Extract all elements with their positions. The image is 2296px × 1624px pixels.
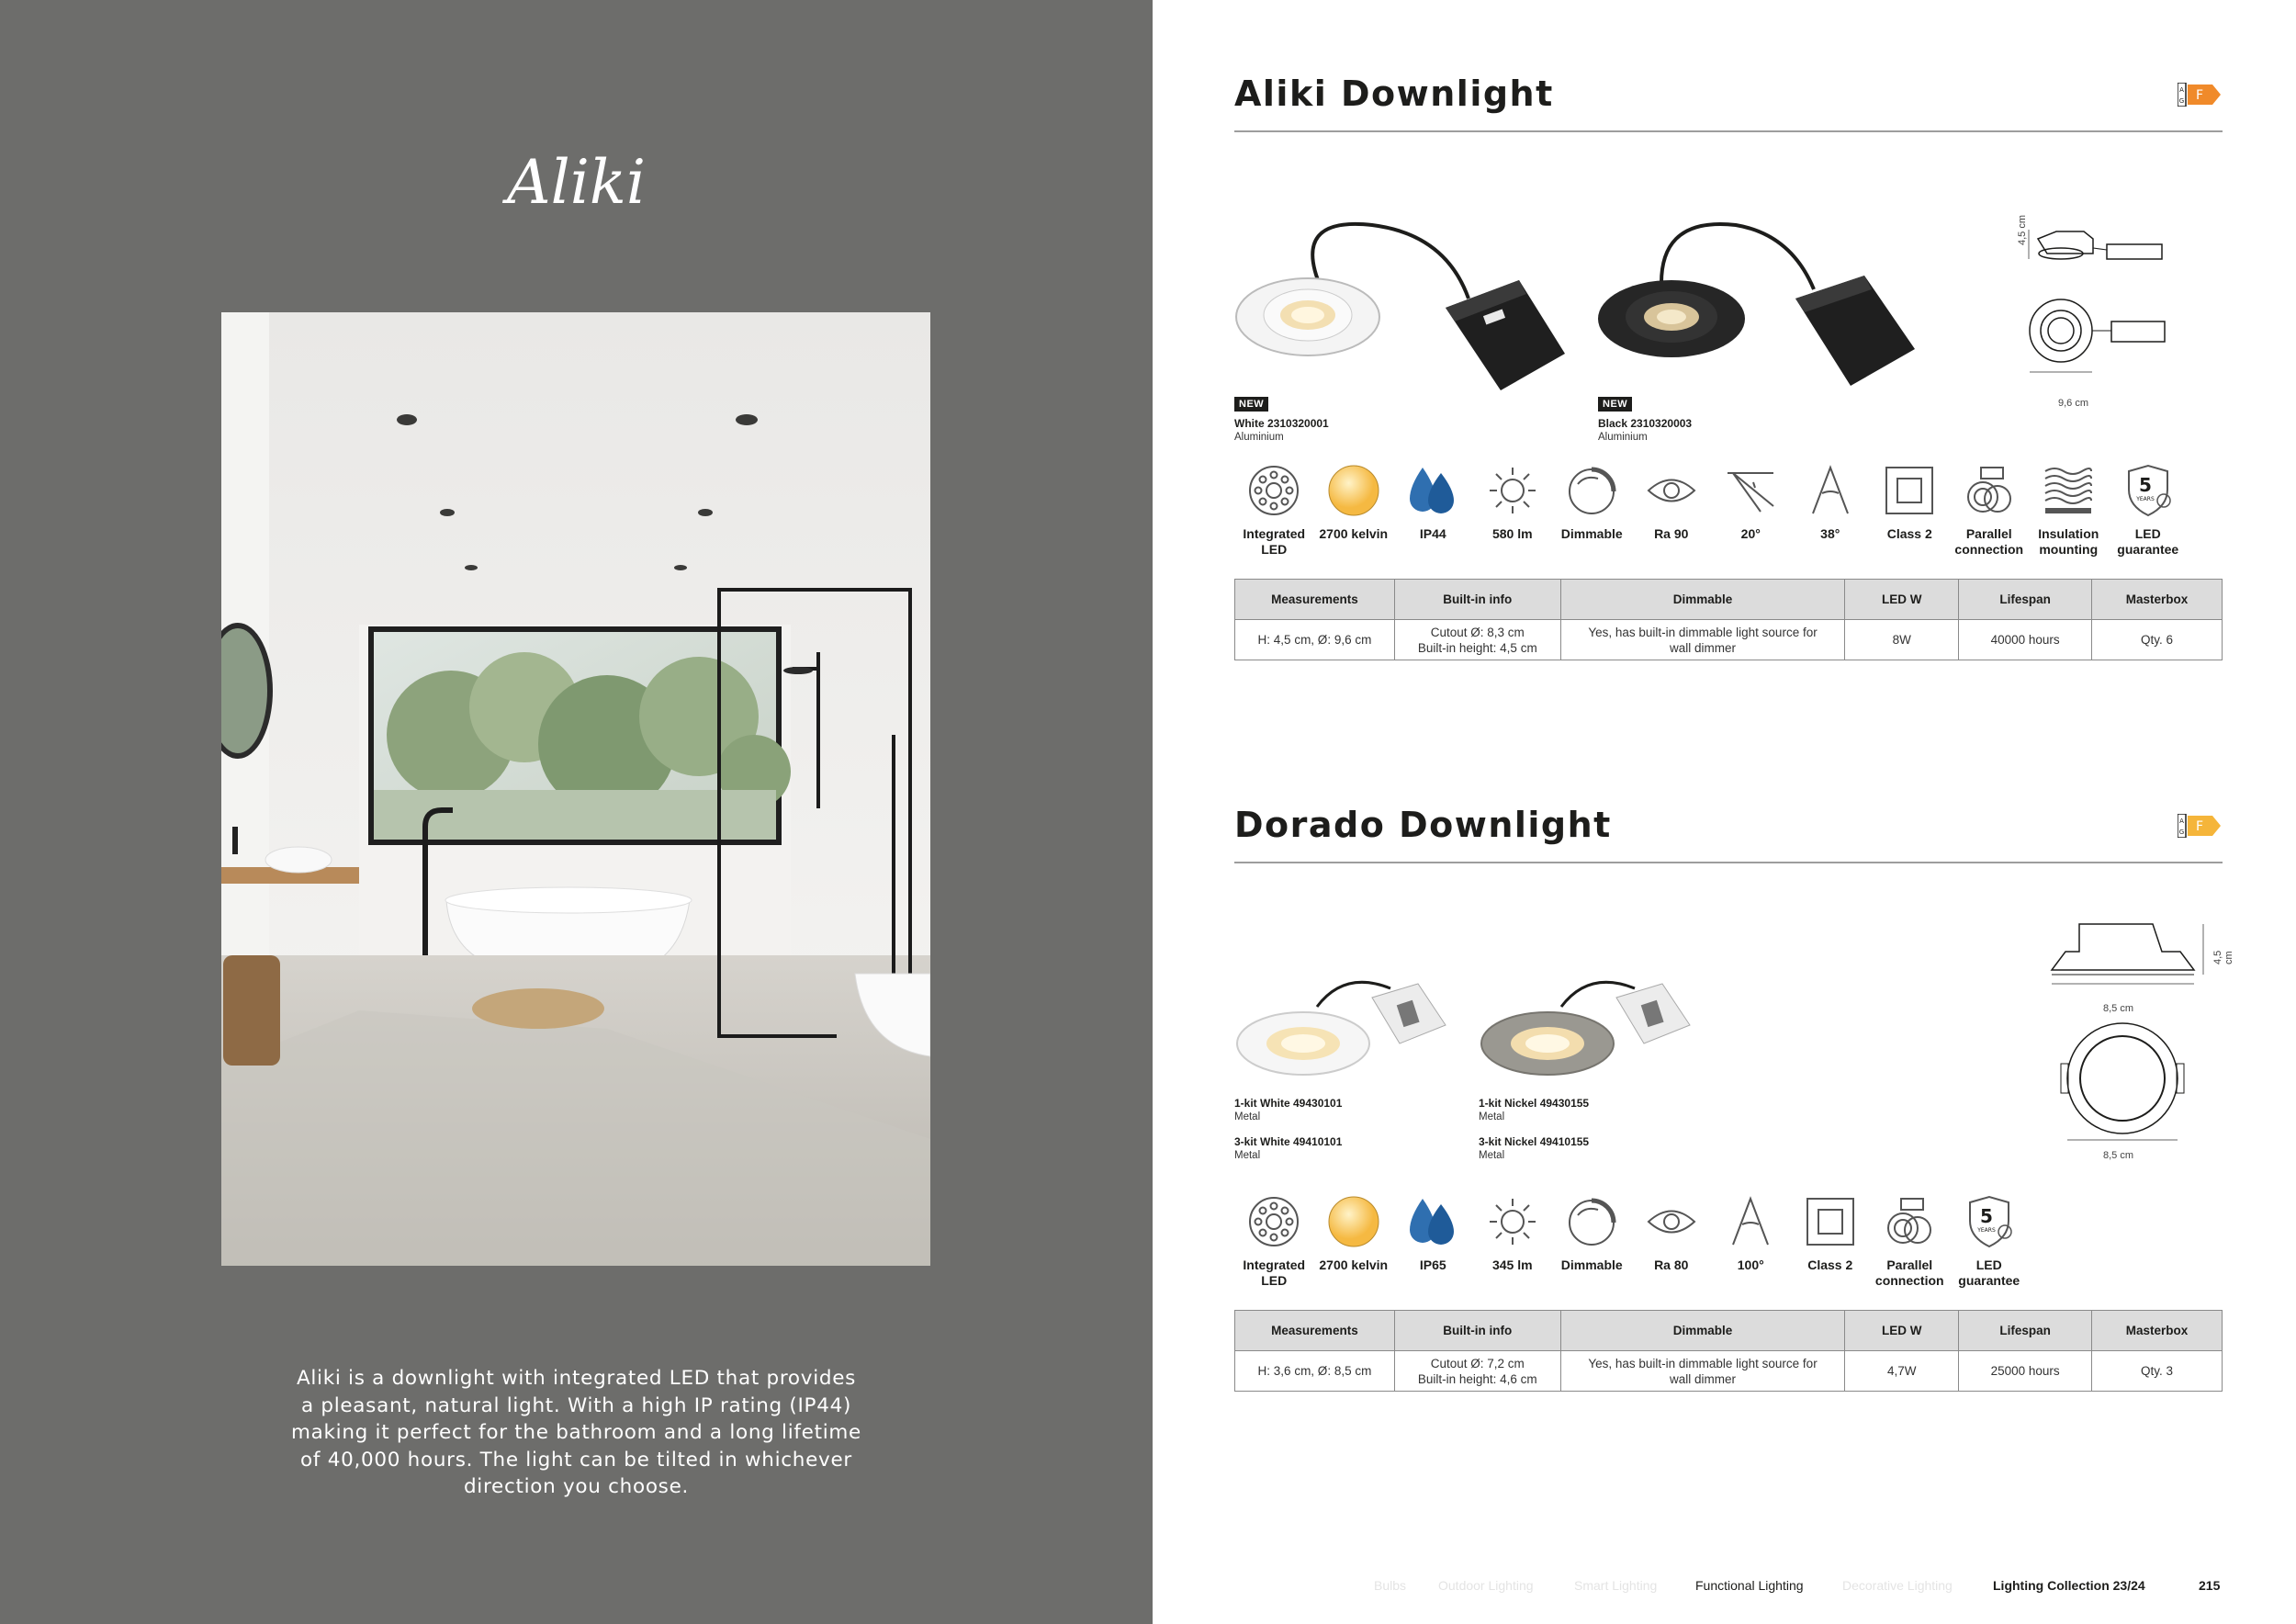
section-title: Aliki Downlight [1234, 73, 1554, 114]
product-material: Metal [1234, 1150, 1261, 1161]
dorado-feature-icons [1234, 1193, 2029, 1289]
table-header-row: Measurements Built-in info Dimmable LED W Lifespan Masterbox [1235, 1311, 2223, 1351]
dorado-dimension-drawing [2043, 915, 2208, 1163]
svg-text:G: G [2178, 829, 2185, 836]
feature-insulation-mounting: Insulation mounting [2029, 462, 2109, 558]
feature-dimmable: Dimmable [1552, 462, 1632, 558]
feature-kelvin: 2700 kelvin [1314, 1193, 1394, 1289]
svg-text:F: F [2195, 819, 2204, 834]
feature-ip-rating: IP65 [1393, 1193, 1473, 1289]
aliki-feature-icons [1234, 462, 2188, 558]
collection-name: Lighting Collection 23/24 [1993, 1578, 2145, 1593]
product-material: Metal [1479, 1150, 1505, 1161]
feature-integrated-led: Integrated LED [1234, 462, 1314, 558]
product-material: Aluminium [1598, 432, 1648, 443]
feature-led-guarantee: 5 YEARS LED guarantee [1950, 1193, 2030, 1289]
dimension-diameter: 8,5 cm [2103, 1150, 2134, 1161]
footer-nav-decorative[interactable]: Decorative Lighting [1842, 1578, 1953, 1593]
footer-nav-outdoor[interactable]: Outdoor Lighting [1438, 1578, 1534, 1593]
footer-nav-functional[interactable]: Functional Lighting [1695, 1578, 1804, 1593]
section-title: Dorado Downlight [1234, 805, 1612, 845]
feature-lumen: 345 lm [1473, 1193, 1553, 1289]
lumen-icon [1486, 1195, 1539, 1248]
svg-text:A: A [2179, 86, 2184, 94]
parallel-connection-icon [1883, 1195, 1936, 1248]
feature-integrated-led: Integrated LED [1234, 1193, 1314, 1289]
feature-tilt-angle: 20° [1711, 462, 1791, 558]
led-guarantee-icon [1963, 1195, 2016, 1248]
svg-text:F: F [2195, 88, 2204, 103]
class2-icon [1804, 1195, 1857, 1248]
product-name: 1-kit White 49430101 [1234, 1097, 1343, 1110]
svg-text:G: G [2178, 97, 2185, 105]
feature-led-guarantee: 5 YEARS LED guarantee [2109, 462, 2189, 558]
product-material: Metal [1479, 1111, 1505, 1122]
new-badge: NEW [1234, 397, 1268, 412]
ip-rating-icon [1406, 464, 1459, 517]
dimension-height: 4,5 cm [2017, 214, 2028, 245]
product-name: 3-kit White 49410101 [1234, 1135, 1343, 1148]
feature-parallel-connection: Parallel connection [1950, 462, 2030, 558]
integrated-led-icon [1247, 1195, 1300, 1248]
integrated-led-icon [1247, 464, 1300, 517]
dorado-spec-table [1234, 1310, 2223, 1392]
svg-text:5: 5 [1979, 1205, 1993, 1227]
feature-beam-angle: 38° [1791, 462, 1871, 558]
dimmable-icon [1565, 464, 1618, 517]
lumen-icon [1486, 464, 1539, 517]
page-footer [0, 1578, 2296, 1596]
aliki-black-image [1598, 207, 1929, 390]
led-guarantee-icon [2122, 464, 2175, 517]
dorado-section [1234, 805, 2234, 1411]
collection-title: Aliki [507, 147, 646, 218]
product-name: Black 2310320003 [1598, 417, 1693, 430]
dorado-white-image [1234, 970, 1455, 1080]
parallel-connection-icon [1963, 464, 2016, 517]
ip-rating-icon [1406, 1195, 1459, 1248]
feature-dimmable: Dimmable [1552, 1193, 1632, 1289]
kelvin-icon [1327, 464, 1380, 517]
footer-nav-bulbs[interactable]: Bulbs [1374, 1578, 1407, 1593]
aliki-dimension-drawing [2020, 220, 2203, 395]
product-name: 1-kit Nickel 49430155 [1479, 1097, 1590, 1110]
product-name: White 2310320001 [1234, 417, 1329, 430]
feature-class2: Class 2 [1870, 462, 1950, 558]
dimension-height: 4,5 cm [2212, 950, 2234, 964]
table-header-row: Measurements Built-in info Dimmable LED W Lifespan Masterbox [1235, 580, 2223, 620]
section-divider [1234, 862, 2223, 863]
table-row: H: 3,6 cm, Ø: 8,5 cm Cutout Ø: 7,2 cm Built-in height: 4,6 cm Yes, has built-in dimmable light source for wall dimmer 4,7W 25000 hours Qty. 3 [1235, 1351, 2223, 1392]
beam-angle-icon [1804, 464, 1857, 517]
product-material: Aluminium [1234, 432, 1284, 443]
feature-class2: Class 2 [1791, 1193, 1871, 1289]
feature-ip-rating: IP44 [1393, 462, 1473, 558]
svg-text:YEARS: YEARS [1976, 1227, 1996, 1234]
ra-icon [1645, 464, 1698, 517]
beam-angle-icon [1724, 1195, 1777, 1248]
section-divider [1234, 130, 2223, 132]
bathroom-photo [221, 312, 930, 1266]
footer-nav-smart[interactable]: Smart Lighting [1574, 1578, 1658, 1593]
new-badge: NEW [1598, 397, 1632, 412]
aliki-white-image [1234, 207, 1583, 390]
dorado-nickel-image [1479, 970, 1699, 1080]
dimension-width: 8,5 cm [2103, 1003, 2134, 1014]
feature-ra: Ra 80 [1632, 1193, 1712, 1289]
dimmable-icon [1565, 1195, 1618, 1248]
table-row: H: 4,5 cm, Ø: 9,6 cm Cutout Ø: 8,3 cm Built-in height: 4,5 cm Yes, has built-in dimmable light source for wall dimmer 8W 40000 hours Qty. 6 [1235, 620, 2223, 660]
aliki-section [1234, 73, 2223, 680]
feature-parallel-connection: Parallel connection [1870, 1193, 1950, 1289]
energy-label-icon [2178, 814, 2222, 838]
collection-description: Aliki is a downlight with integrated LED that provides a pleasant, natural light. With a high IP rating (IP44) making it perfect for the bathroom and a long lifetime of 40,000 hours. The light can be tilted in whichever direction you choose. [291, 1367, 861, 1498]
feature-lumen: 580 lm [1473, 462, 1553, 558]
page-number: 215 [2199, 1578, 2221, 1593]
energy-label-icon [2178, 83, 2222, 107]
tilt-angle-icon [1724, 464, 1777, 517]
aliki-spec-table [1234, 579, 2223, 660]
svg-text:A: A [2179, 818, 2184, 825]
feature-beam-angle: 100° [1711, 1193, 1791, 1289]
ra-icon [1645, 1195, 1698, 1248]
class2-icon [1883, 464, 1936, 517]
kelvin-icon [1327, 1195, 1380, 1248]
insulation-mounting-icon [2042, 464, 2095, 517]
feature-ra: Ra 90 [1632, 462, 1712, 558]
product-material: Metal [1234, 1111, 1261, 1122]
svg-text:5: 5 [2138, 474, 2152, 496]
dimension-width: 9,6 cm [2058, 398, 2089, 409]
product-name: 3-kit Nickel 49410155 [1479, 1135, 1590, 1148]
svg-text:YEARS: YEARS [2135, 496, 2155, 502]
feature-kelvin: 2700 kelvin [1314, 462, 1394, 558]
